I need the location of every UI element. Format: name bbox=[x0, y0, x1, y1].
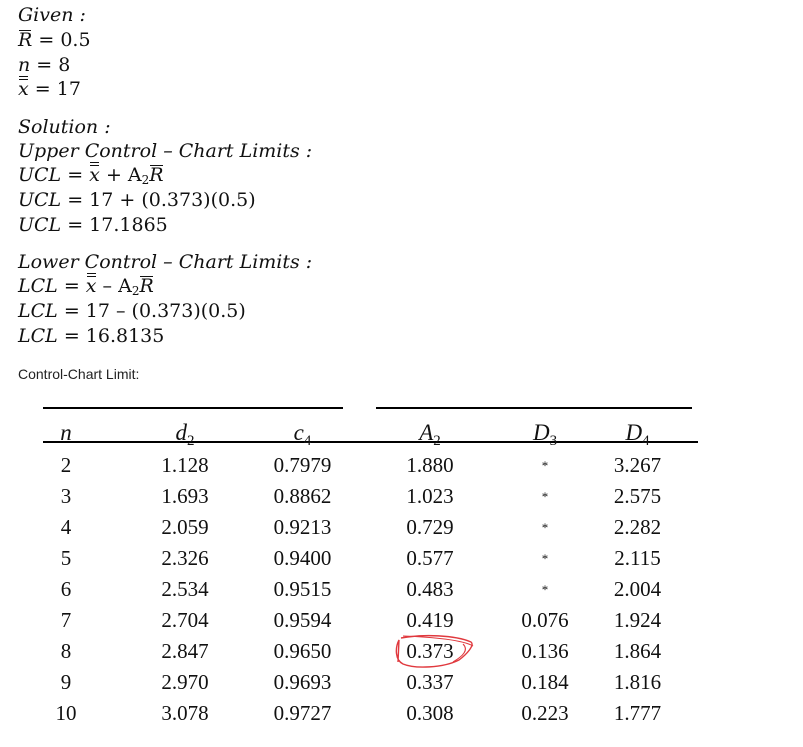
solution-heading: Solution : bbox=[18, 116, 111, 138]
cell-c4: 0.9515 bbox=[273, 577, 332, 601]
ucl-value: = 17.1865 bbox=[67, 214, 168, 236]
cell-a2: 1.023 bbox=[406, 484, 454, 508]
cell-c4: 0.9400 bbox=[273, 546, 332, 570]
x-double-bar-symbol: x bbox=[18, 78, 29, 100]
cell-n: 5 bbox=[60, 546, 72, 570]
cell-n: 4 bbox=[60, 515, 72, 539]
cell-d4: 1.864 bbox=[613, 639, 662, 663]
lcl-formula-tail: – A bbox=[102, 275, 132, 297]
cell-c4: 0.9650 bbox=[273, 639, 332, 663]
given-n bbox=[18, 53, 70, 77]
lcl-formula: LCL = x – $A_2R$ bbox=[18, 275, 154, 298]
lower-limits-heading: Lower Control – Chart Limits : bbox=[18, 251, 313, 273]
cell-c4: 0.8862 bbox=[273, 484, 332, 508]
lcl-result: LCL = 16.8135 bbox=[18, 325, 165, 347]
cell-a2: 0.729 bbox=[406, 515, 454, 539]
cell-d3: * bbox=[541, 520, 549, 535]
header-c4: $c_4$ bbox=[293, 420, 312, 449]
cell-n: 3 bbox=[60, 484, 72, 508]
cell-c4: 0.9693 bbox=[273, 670, 332, 694]
cell-n: 6 bbox=[60, 577, 72, 601]
given-xbarbar bbox=[18, 77, 81, 101]
cell-d4: 2.115 bbox=[614, 546, 661, 570]
given-heading: Given : bbox=[18, 4, 86, 26]
cell-d4: 2.004 bbox=[613, 577, 662, 601]
cell-d2: 2.059 bbox=[161, 515, 209, 539]
cell-a2: 0.577 bbox=[406, 546, 454, 570]
cell-d3: 0.184 bbox=[521, 670, 569, 694]
cell-d2: 2.970 bbox=[161, 670, 209, 694]
cell-n: 10 bbox=[55, 701, 77, 725]
cell-d2: 3.078 bbox=[161, 701, 209, 725]
header-a2: $A_2$ bbox=[419, 420, 441, 449]
ucl-formula-tail: + A bbox=[105, 164, 142, 186]
control-chart-caption: Control-Chart Limit: bbox=[18, 366, 140, 382]
lcl-substitution: LCL = 17 – (0.373)(0.5) bbox=[18, 300, 246, 322]
cell-n: 8 bbox=[60, 639, 72, 663]
ucl-result: UCL = 17.1865 bbox=[18, 214, 168, 236]
header-d4: $D_4$ bbox=[625, 420, 650, 449]
cell-a2: 0.483 bbox=[406, 577, 454, 601]
ucl-formula: UCL = $x + A_2R$ bbox=[18, 164, 164, 187]
cell-d2: 2.847 bbox=[161, 639, 209, 663]
cell-d2: 2.704 bbox=[161, 608, 209, 632]
n-symbol: n bbox=[18, 54, 31, 76]
cell-c4: 0.7979 bbox=[273, 453, 332, 477]
cell-d3: 0.136 bbox=[521, 639, 569, 663]
ucl-sub-values: (0.373)(0.5) bbox=[141, 189, 256, 211]
cell-d4: 1.777 bbox=[613, 701, 662, 725]
cell-d3: * bbox=[541, 582, 549, 597]
cell-n: 2 bbox=[60, 453, 72, 477]
lcl-sub-values: (0.373)(0.5) bbox=[131, 300, 246, 322]
cell-c4: 0.9727 bbox=[273, 701, 332, 725]
cell-a2: 0.337 bbox=[406, 670, 454, 694]
cell-d4: 2.575 bbox=[613, 484, 662, 508]
cell-d3: 0.223 bbox=[521, 701, 569, 725]
given-rbar bbox=[18, 28, 91, 52]
cell-n: 9 bbox=[60, 670, 72, 694]
cell-d4: 3.267 bbox=[613, 453, 662, 477]
cell-a2: 1.880 bbox=[406, 453, 454, 477]
cell-d3: 0.076 bbox=[521, 608, 569, 632]
xbarbar-value: = 17 bbox=[34, 78, 81, 100]
cell-d4: 1.816 bbox=[613, 670, 662, 694]
cell-d3: * bbox=[541, 551, 549, 566]
lcl-value: = 16.8135 bbox=[63, 325, 165, 347]
rbar-value: = 0.5 bbox=[38, 29, 91, 51]
cell-a2: 0.373 bbox=[406, 639, 454, 663]
table-top-rule-left bbox=[43, 407, 343, 409]
header-d2: $d_2$ bbox=[175, 420, 195, 449]
cell-d3: * bbox=[541, 458, 549, 473]
cell-d3: * bbox=[541, 489, 549, 504]
cell-d4: 2.282 bbox=[613, 515, 662, 539]
cell-d2: 1.128 bbox=[161, 453, 209, 477]
cell-d2: 2.534 bbox=[161, 577, 209, 601]
table-top-rule-right bbox=[376, 407, 692, 409]
cell-d4: 1.924 bbox=[613, 608, 662, 632]
cell-a2: 0.308 bbox=[406, 701, 454, 725]
cell-c4: 0.9213 bbox=[273, 515, 332, 539]
r-bar-symbol: R bbox=[18, 29, 33, 51]
header-d3: $D_3$ bbox=[532, 420, 558, 449]
header-n: n bbox=[60, 420, 72, 445]
n-value: = 8 bbox=[36, 54, 71, 76]
cell-d2: 1.693 bbox=[161, 484, 209, 508]
upper-limits-heading: Upper Control – Chart Limits : bbox=[18, 140, 313, 162]
cell-c4: 0.9594 bbox=[273, 608, 332, 632]
cell-d2: 2.326 bbox=[161, 546, 209, 570]
ucl-substitution: UCL = 17 + (0.373)(0.5) bbox=[18, 189, 256, 211]
cell-a2: 0.419 bbox=[406, 608, 454, 632]
cell-n: 7 bbox=[60, 608, 72, 632]
